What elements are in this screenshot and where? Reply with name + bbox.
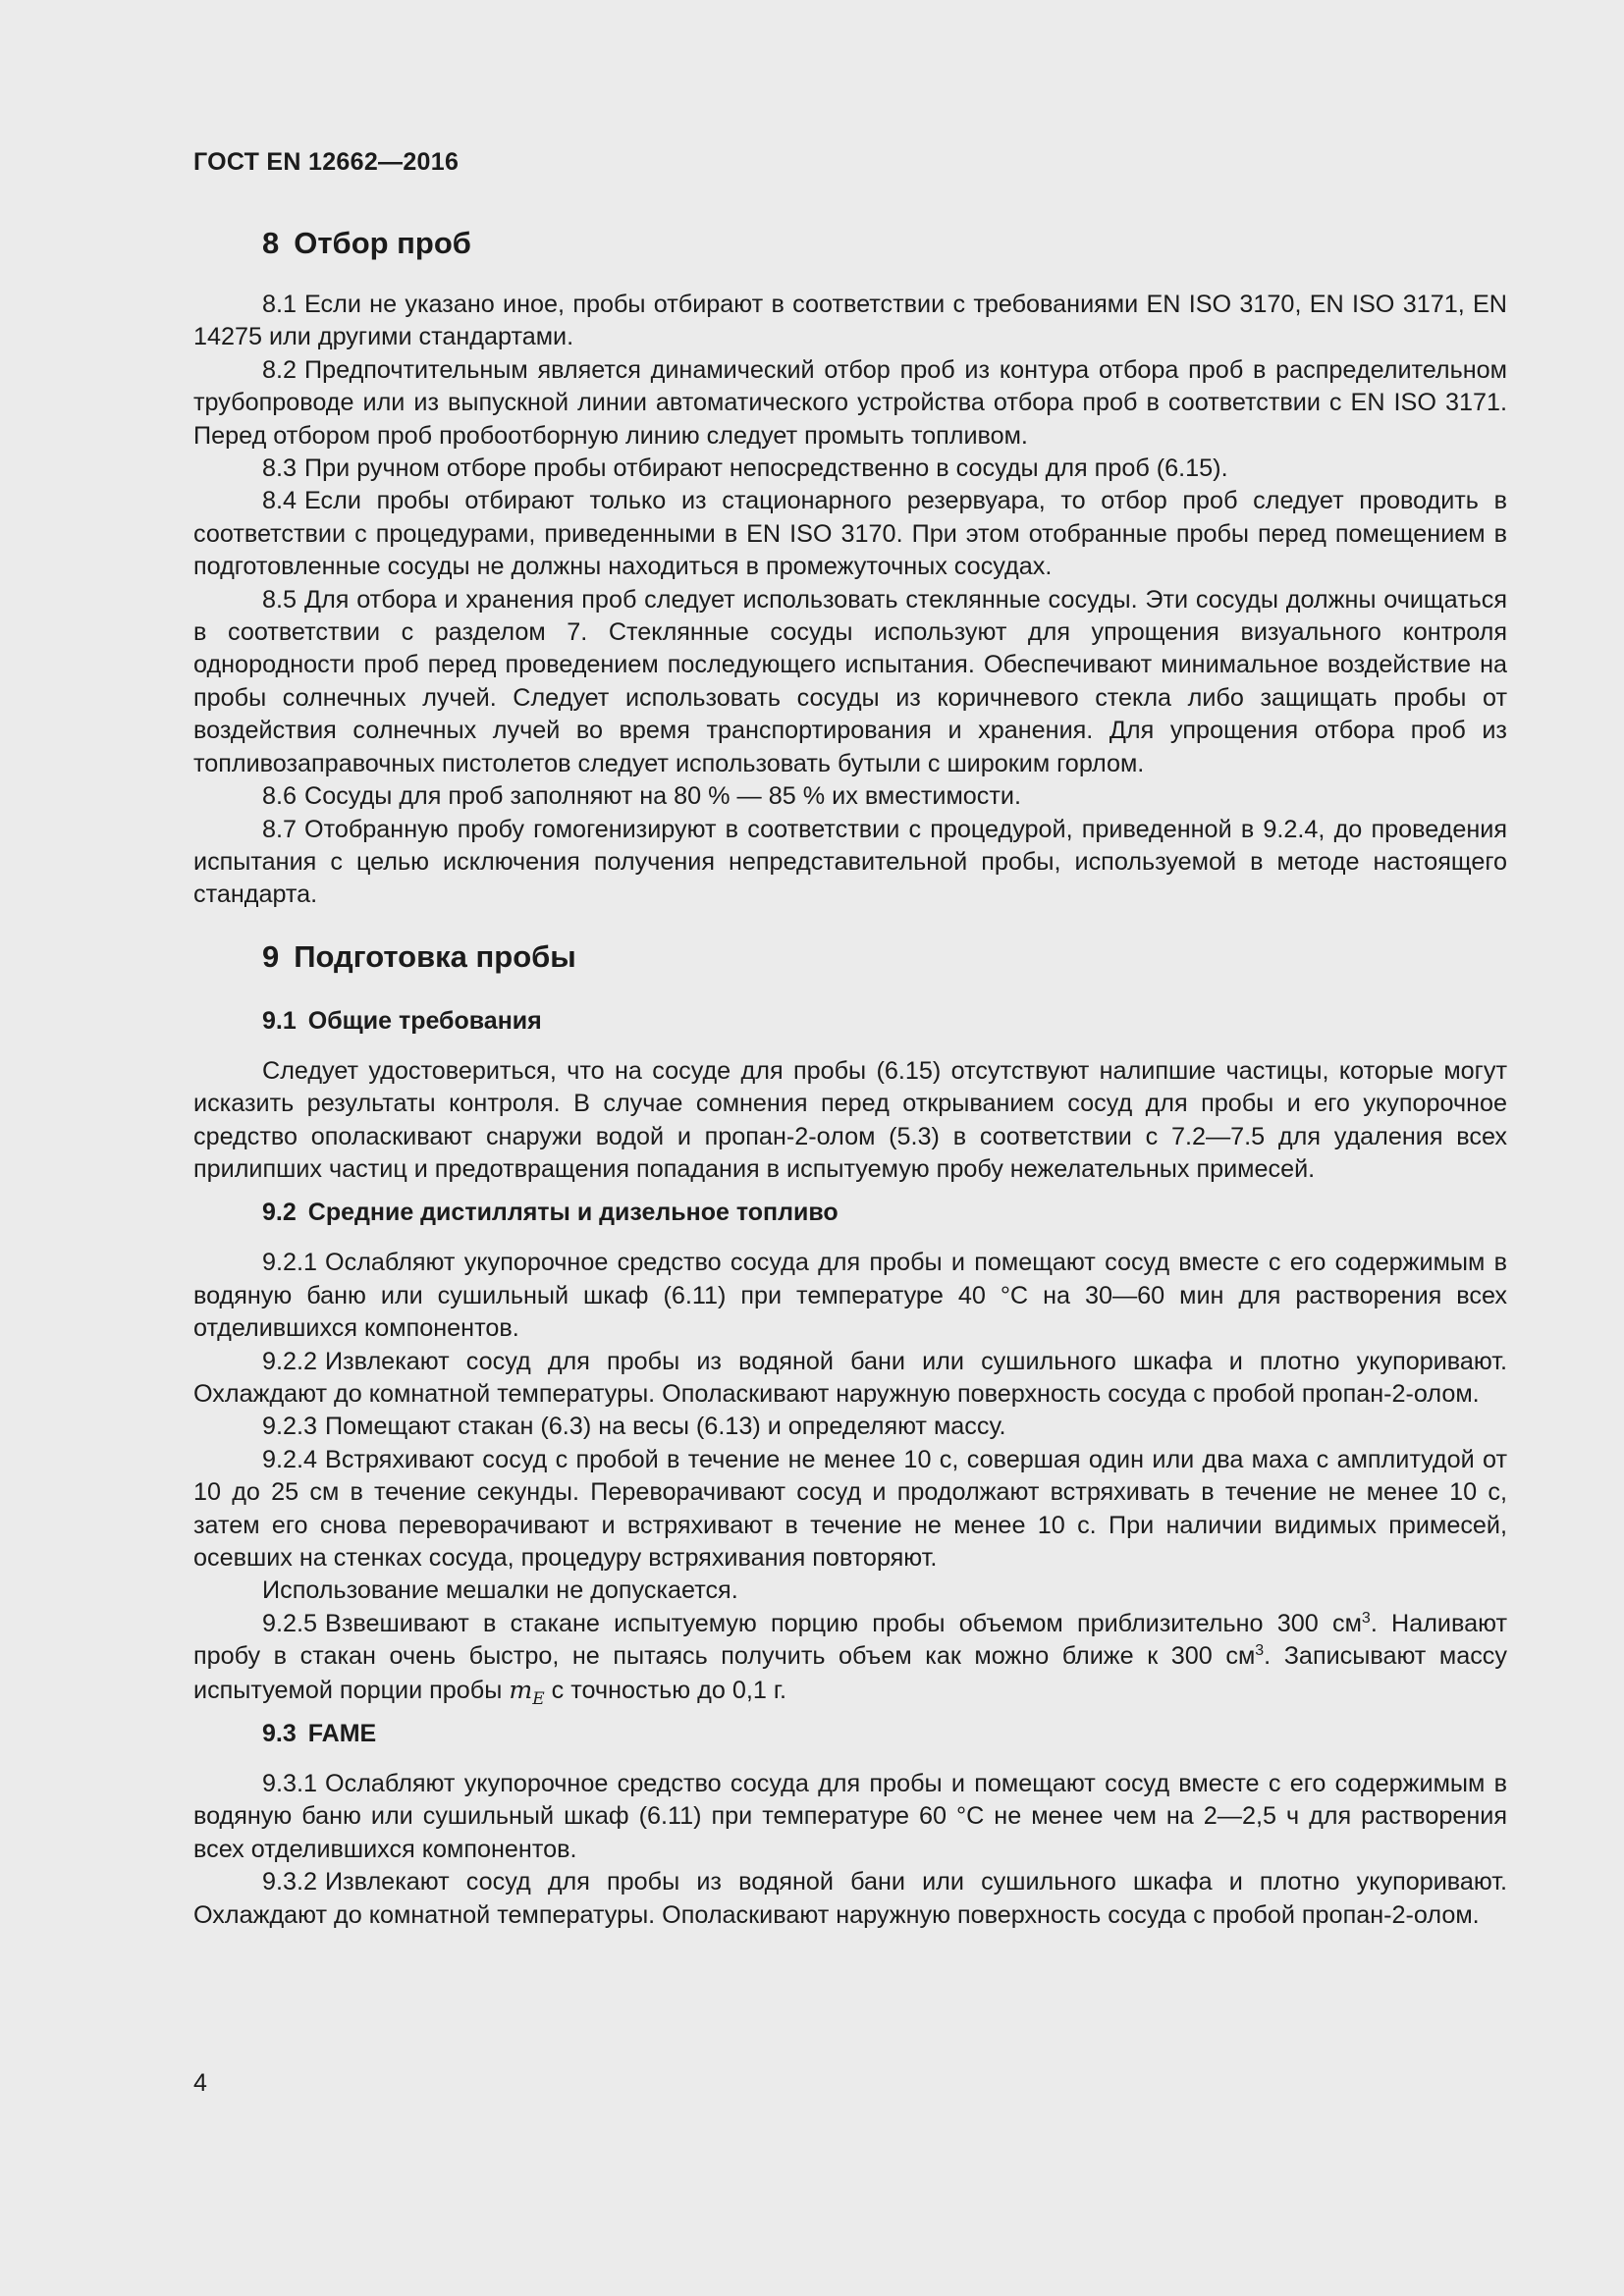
- clause-number: 9.3.2: [262, 1868, 318, 1896]
- paragraph-8-3: [193, 453, 1507, 485]
- section-9-title: [262, 934, 1507, 981]
- math-variable: [509, 1675, 545, 1709]
- clause-number: 8.3: [262, 454, 298, 483]
- clause-number: 8.4: [262, 487, 298, 515]
- paragraph-9-2-4-note: [193, 1575, 1507, 1607]
- clause-number: 8.5: [262, 585, 298, 614]
- superscript: 3: [1255, 1642, 1265, 1660]
- paragraph-8-4: [193, 485, 1507, 583]
- variable-symbol: m: [509, 1675, 533, 1704]
- document-body: [193, 220, 1507, 1932]
- clause-text: Если пробы отбирают только из стационарного резервуара, то отбор проб следует проводить в соответствии с процедурами, приведенными в EN ISO 3170. При этом отобранные пробы перед помещением в подготовленные сосуды не должны находиться в промежуточных сосудах.: [193, 487, 1507, 581]
- paragraph-9-2-1: [193, 1247, 1507, 1345]
- document-header: ГОСТ EN 12662—2016: [193, 148, 460, 176]
- paragraph-9-2-4: [193, 1444, 1507, 1575]
- section-title-text: Отбор проб: [294, 226, 471, 260]
- clause-text: . Записывают массу испытуемой порции пробы: [193, 1642, 1507, 1704]
- paragraph-9-3-1: [193, 1768, 1507, 1866]
- clause-number: 9.2.1: [262, 1249, 318, 1277]
- subsection-title-text: Средние дистилляты и дизельное топливо: [307, 1199, 839, 1227]
- subsection-9-3-title: [262, 1715, 1507, 1752]
- paragraph-9-1: [193, 1055, 1507, 1187]
- superscript: 3: [1361, 1609, 1371, 1627]
- paragraph-8-6: [193, 780, 1507, 813]
- subsection-number: 9.1: [262, 1006, 297, 1035]
- section-8-title: [262, 220, 1507, 267]
- clause-text: Извлекают сосуд для пробы из водяной бани или сушильного шкафа и плотно укупоривают. Охлаждают до комнатной температуры. Ополаскивают наружную поверхность сосуда с пробой пропан-2-олом.: [193, 1868, 1507, 1929]
- spacer: [193, 1707, 1507, 1715]
- clause-text: Использование мешалки не допускается.: [262, 1576, 738, 1605]
- paragraph-9-2-2: [193, 1346, 1507, 1412]
- clause-text: Ослабляют укупорочное средство сосуда для пробы и помещают сосуд вместе с его содержимым в водяную баню или сушильный шкаф (6.11) при температуре 40 °С на 30—60 мин для растворения всех отделившихся компонентов.: [193, 1249, 1507, 1343]
- spacer: [193, 1186, 1507, 1194]
- clause-number: 8.7: [262, 815, 298, 843]
- section-number: 9: [262, 938, 280, 974]
- section-number: 8: [262, 226, 280, 260]
- clause-text: Отобранную пробу гомогенизируют в соответствии с процедурой, приведенной в 9.2.4, до проведения испытания с целью исключения получения непредставительной пробы, используемой в методе настоящего стандарта.: [193, 815, 1507, 909]
- clause-text: Если не указано иное, пробы отбирают в соответствии с требованиями EN ISO 3170, EN ISO 3171, EN 14275 или другими стандартами.: [193, 291, 1507, 351]
- paragraph-9-3-2: [193, 1866, 1507, 1932]
- clause-number: 8.6: [262, 782, 298, 811]
- subsection-9-2-title: [262, 1194, 1507, 1231]
- clause-number: 9.2.3: [262, 1413, 318, 1441]
- clause-number: 9.3.1: [262, 1770, 318, 1798]
- paragraph-8-7: [193, 814, 1507, 912]
- clause-text: Следует удостовериться, что на сосуде для пробы (6.15) отсутствуют налипшие частицы, которые могут исказить результаты контроля. В случае сомнения перед открыванием сосуд для пробы и его укупорочное средство ополаскивают снаружи водой и пропан-2-олом (5.3) в соответствии с 7.2—7.5 для удаления всех прилипших частиц и предотвращения попадания в испытуемую пробу нежелательных примесей.: [193, 1056, 1507, 1183]
- clause-number: 8.2: [262, 355, 298, 384]
- clause-number: 9.2.4: [262, 1445, 318, 1473]
- paragraph-8-1: [193, 289, 1507, 354]
- clause-text: Извлекают сосуд для пробы из водяной бани или сушильного шкафа и плотно укупоривают. Охлаждают до комнатной температуры. Ополаскивают наружную поверхность сосуда с пробой пропан-2-олом.: [193, 1347, 1507, 1408]
- clause-text: Сосуды для проб заполняют на 80 % — 85 % их вместимости.: [304, 782, 1021, 811]
- page-number: 4: [193, 2069, 207, 2097]
- clause-text: . Наливают пробу в стакан очень быстро, не пытаясь получить объем как можно ближе к 300 см: [193, 1609, 1507, 1671]
- subsection-title-text: Общие требования: [307, 1006, 542, 1035]
- section-title-text: Подготовка пробы: [294, 938, 576, 974]
- clause-text: Встряхивают сосуд с пробой в течение не менее 10 с, совершая один или два маха с амплитудой от 10 до 25 см в течение секунды. Переворачивают сосуд и продолжают встряхивать в течение не менее 10 с, затем его снова переворачивают и встряхивают в течение не менее 10 с. При наличии видимых примесей, осевших на стенках сосуда, процедуру встряхивания повторяют.: [193, 1445, 1507, 1572]
- clause-number: 9.2.2: [262, 1347, 318, 1375]
- paragraph-9-2-5: [193, 1608, 1507, 1707]
- clause-number: 8.1: [262, 291, 298, 318]
- clause-text: Ослабляют укупорочное средство сосуда для пробы и помещают сосуд вместе с его содержимым в водяную баню или сушильный шкаф (6.11) при температуре 60 °С не менее чем на 2—2,5 ч для растворения всех отделившихся компонентов.: [193, 1770, 1507, 1863]
- subsection-title-text: FAME: [307, 1720, 377, 1748]
- subsection-9-1-title: [262, 1002, 1507, 1040]
- clause-text: с точностью до 0,1 г.: [544, 1676, 786, 1704]
- clause-text: При ручном отборе пробы отбирают непосредственно в сосуды для проб (6.15).: [304, 454, 1228, 483]
- clause-text: Предпочтительным является динамический отбор проб из контура отбора проб в распределительном трубопроводе или из выпускной линии автоматического устройства отбора проб в соответствии с EN ISO 3171. Перед отбором проб пробоотборную линию следует промыть топливом.: [193, 355, 1507, 450]
- clause-text: Для отбора и хранения проб следует использовать стеклянные сосуды. Эти сосуды должны очищаться в соответствии с разделом 7. Стеклянные сосуды используют для упрощения визуального контроля однородности проб перед проведением последующего испытания. Обеспечивают минимальное воздействие на пробы солнечных лучей. Следует использовать сосуды из коричневого стекла либо защищать пробы от воздействия солнечных лучей во время транспортирования и хранения. Для упрощения отбора проб из топливозаправочных пистолетов следует использовать бутыли с широким горлом.: [193, 585, 1507, 777]
- spacer: [193, 912, 1507, 934]
- clause-text: Взвешивают в стакане испытуемую порцию пробы объемом приблизительно 300 см: [325, 1609, 1362, 1637]
- subsection-number: 9.2: [262, 1199, 297, 1227]
- clause-number: 9.2.5: [262, 1609, 318, 1637]
- variable-subscript: E: [532, 1688, 545, 1709]
- paragraph-8-5: [193, 584, 1507, 780]
- clause-text: Помещают стакан (6.3) на весы (6.13) и определяют массу.: [325, 1413, 1006, 1441]
- subsection-number: 9.3: [262, 1720, 297, 1748]
- paragraph-8-2: [193, 354, 1507, 453]
- paragraph-9-2-3: [193, 1411, 1507, 1443]
